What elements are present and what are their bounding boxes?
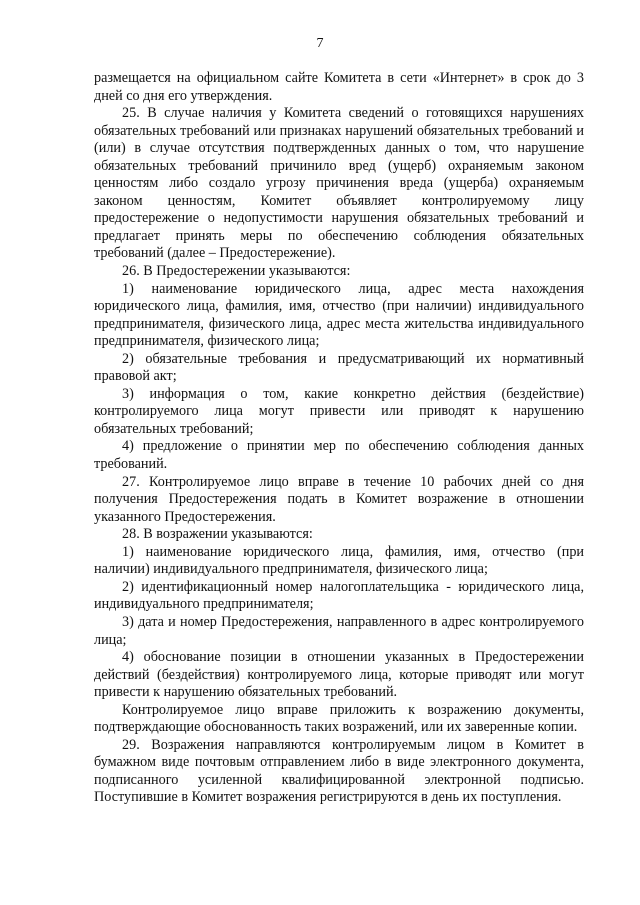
paragraph: 2) идентификационный номер налогоплательщика - юридического лица, индивидуального предпринимателя; [94,578,584,613]
paragraph: 1) наименование юридического лица, фамилия, имя, отчество (при наличии) индивидуального предпринимателя, физического лица; [94,543,584,578]
page-number: 7 [316,36,324,51]
paragraph: 28. В возражении указываются: [122,526,313,543]
paragraph: размещается на официальном сайте Комитета в сети «Интернет» в срок до 3 дней со дня его утверждения. [94,70,584,104]
paragraph: 25. В случае наличия у Комитета сведений о готовящихся нарушениях обязательных требований или признаках нарушений обязательных требований и (или) в случае отсутствия подтвержденных данных о том, что нарушение обязательных требований причинило вред (ущерб) охраняемым законом ценностям либо создало угрозу причинения вреда (ущерба) охраняемым законом ценностям, Комитет объявляет контролируемому лицу предостережение о недопустимости нарушения обязательных требований и предлагает принять меры по обеспечению соблюдения обязательных требований (далее – Предостережение). [94,105,584,262]
paragraph: 2) обязательные требования и предусматривающий их нормативный правовой акт; [94,350,584,385]
paragraph: 4) предложение о принятии мер по обеспечению соблюдения данных требований. [94,438,584,473]
paragraph: 26. В Предостережении указываются: [122,263,351,280]
paragraph: 1) наименование юридического лица, адрес места нахождения юридического лица, фамилия, имя, отчество (при наличии) индивидуального предпринимателя, физического лица, адрес места жительства индивидуального предпринимателя, физического лица; [94,280,584,350]
paragraph: Контролируемое лицо вправе приложить к возражению документы, подтверждающие обоснованность таких возражений, или их заверенные копии. [94,701,584,736]
paragraph: 4) обоснование позиции в отношении указанных в Предостережении действий (бездействия) контролируемого лица, которые приводят или могут привести к нарушению обязательных требований. [94,649,584,701]
paragraph: 27. Контролируемое лицо вправе в течение 10 рабочих дней со дня получения Предостережения подать в Комитет возражение в отношении указанного Предостережения. [94,473,584,525]
paragraph: 3) дата и номер Предостережения, направленного в адрес контролируемого лица; [94,613,584,648]
paragraph: 3) информация о том, какие конкретно действия (бездействие) контролируемого лица могут привести или приводят к нарушению обязательных требований; [94,385,584,437]
document-body [94,70,584,807]
paragraph: 29. Возражения направляются контролируемым лицом в Комитет в бумажном виде почтовым отправлением либо в виде электронного документа, подписанного усиленной квалифицированной электронной подписью. Поступившие в Комитет возражения регистрируются в день их поступления. [94,736,584,806]
